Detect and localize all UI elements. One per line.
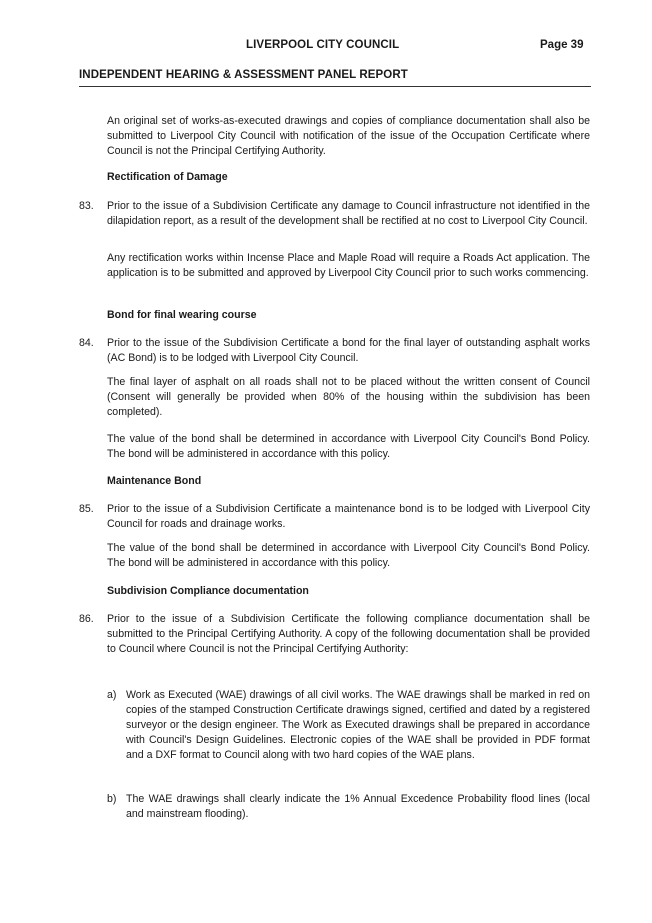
section-heading: Maintenance Bond: [107, 475, 202, 487]
list-item-text: The WAE drawings shall clearly indicate the 1% Annual Excedence Probability flood lines (local and mainstream flooding).: [126, 793, 590, 820]
list-item-label: a): [107, 689, 117, 701]
clause-paragraph: Prior to the issue of a Subdivision Certificate the following compliance documentation shall be submitted to the Principal Certifying Authority. A copy of the following documentation shall be provided to Council where Council is not the Principal Certifying Authority:: [107, 613, 590, 655]
list-item-text: Work as Executed (WAE) drawings of all civil works. The WAE drawings shall be marked in red on copies of the stamped Construction Certificate drawings signed, certified and dated by a registered surveyor or the design engineer. The Work as Executed drawings shall be prepared in accordance with Council's Design Guidelines. Electronic copies of the WAE shall be provided in PDF format and a DXF format to Council along with two hard copies of the WAE plans.: [126, 689, 590, 761]
clause-paragraph: The value of the bond shall be determined in accordance with Liverpool City Council's Bond Policy. The bond will be administered in accordance with this policy.: [107, 433, 590, 460]
clause-paragraph: The value of the bond shall be determined in accordance with Liverpool City Council's Bond Policy. The bond will be administered in accordance with this policy.: [107, 542, 590, 569]
list-item-label: b): [107, 793, 117, 805]
page-number: Page 39: [540, 39, 584, 51]
section-heading: Rectification of Damage: [107, 171, 228, 183]
intro-paragraph: An original set of works-as-executed drawings and copies of compliance documentation shall also be submitted to Liverpool City Council with notification of the issue of the Occupation Certificate where Council is not the Principal Certifying Authority.: [107, 115, 590, 157]
clause-paragraph: Prior to the issue of a Subdivision Certificate a maintenance bond is to be lodged with Liverpool City Council for roads and drainage works.: [107, 503, 590, 530]
clause-paragraph: Prior to the issue of a Subdivision Certificate any damage to Council infrastructure not identified in the dilapidation report, as a result of the development shall be rectified at no cost to Liverpool City Council.: [107, 200, 590, 227]
section-heading: Bond for final wearing course: [107, 309, 257, 321]
council-name: LIVERPOOL CITY COUNCIL: [246, 39, 400, 51]
section-heading: Subdivision Compliance documentation: [107, 585, 309, 597]
clause-paragraph: Any rectification works within Incense Place and Maple Road will require a Roads Act application. The application is to be submitted and approved by Liverpool City Council prior to such works commencing.: [107, 252, 590, 279]
clause-number: 84.: [79, 337, 94, 349]
clause-number: 83.: [79, 200, 94, 212]
clause-paragraph: Prior to the issue of the Subdivision Certificate a bond for the final layer of outstanding asphalt works (AC Bond) is to be lodged with Liverpool City Council.: [107, 337, 590, 364]
clause-paragraph: The final layer of asphalt on all roads shall not to be placed without the written consent of Council (Consent will generally be provided when 80% of the housing within the subdivision has been completed).: [107, 376, 590, 418]
clause-number: 86.: [79, 613, 94, 625]
header-rule: [79, 86, 591, 87]
clause-number: 85.: [79, 503, 94, 515]
report-title: INDEPENDENT HEARING & ASSESSMENT PANEL REPORT: [79, 69, 408, 81]
